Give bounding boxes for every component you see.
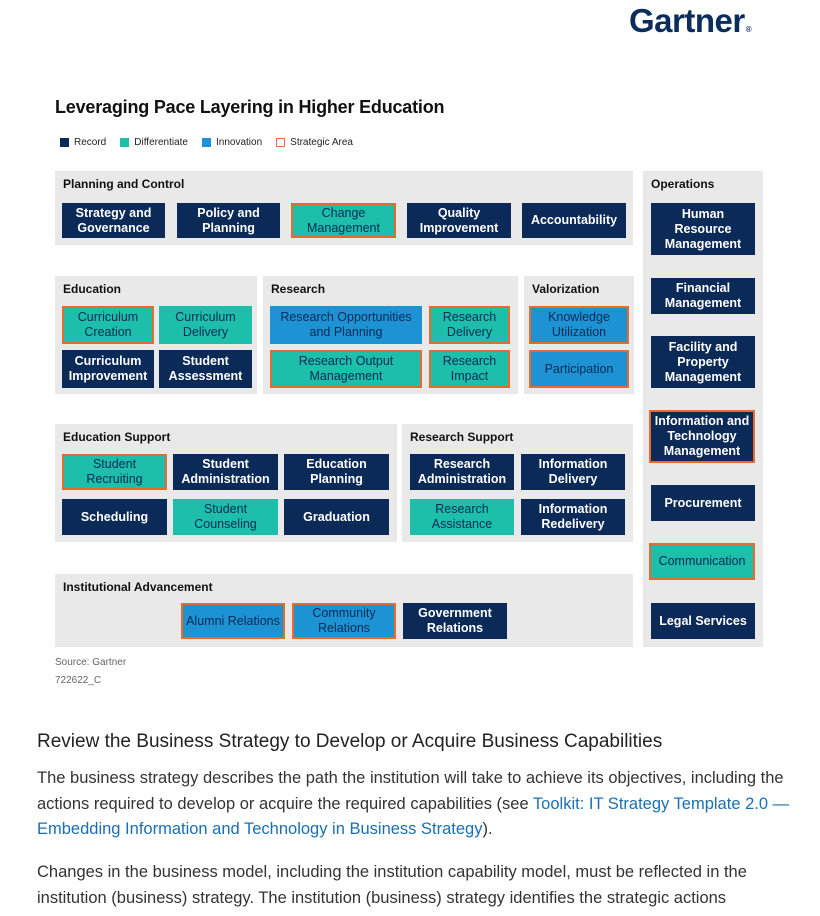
research-delivery-box: Research Delivery (429, 306, 510, 344)
curriculum-creation-box: Curriculum Creation (62, 306, 154, 344)
operations-panel (643, 171, 763, 647)
research-administration-box: Research Administration (410, 454, 514, 490)
graduation-box: Graduation (284, 499, 389, 535)
accountability-box: Accountability (522, 203, 626, 238)
financial-management-box: Financial Management (651, 278, 755, 314)
panel-title: Planning and Control (63, 177, 185, 191)
knowledge-utilization-box: Knowledge Utilization (529, 306, 629, 344)
figure-title: Leveraging Pace Layering in Higher Education (55, 97, 445, 117)
legend-item-record: Record (60, 137, 106, 148)
legal-services-box: Legal Services (651, 603, 755, 639)
planning-control-panel (55, 171, 633, 245)
section-heading: Review the Business Strategy to Develop or Acquire Business Capabilities (37, 731, 663, 752)
government-relations-box: Government Relations (403, 603, 507, 639)
legend-item-innovation: Innovation (202, 137, 262, 148)
research-support-panel (402, 424, 633, 542)
valorization-panel (524, 276, 634, 394)
procurement-box: Procurement (651, 485, 755, 521)
strategic-area-swatch (276, 138, 285, 147)
institutional-advancement-panel (55, 574, 633, 647)
panel-title: Institutional Advancement (63, 580, 213, 594)
innovation-swatch (202, 138, 211, 147)
alumni-relations-box: Alumni Relations (181, 603, 285, 639)
legend (60, 137, 367, 148)
panel-title: Research (271, 282, 326, 296)
panel-title: Valorization (532, 282, 600, 296)
student-counseling-box: Student Counseling (173, 499, 278, 535)
policy-planning-box: Policy and Planning (177, 203, 280, 238)
curriculum-delivery-box: Curriculum Delivery (159, 306, 252, 344)
panel-title: Education (63, 282, 122, 296)
communication-box: Communication (649, 543, 755, 580)
research-assistance-box: Research Assistance (410, 499, 514, 535)
panel-title: Research Support (410, 430, 514, 444)
figure-id: 722622_C (55, 675, 102, 686)
student-administration-box: Student Administration (173, 454, 278, 490)
student-recruiting-box: Student Recruiting (62, 454, 167, 490)
legend-item-strategic-area: Strategic Area (276, 137, 353, 148)
human-resource-management-box: Human Resource Management (651, 203, 755, 255)
research-output-management-box: Research Output Management (270, 350, 422, 388)
differentiate-swatch (120, 138, 129, 147)
information-technology-management-box: Information and Technology Management (649, 410, 755, 463)
toolkit-link[interactable]: Toolkit: IT Strategy Template 2.0 — Embedding Information and Technology in Business Strategy (37, 794, 790, 838)
panel-title: Operations (651, 177, 715, 191)
participation-box: Participation (529, 350, 629, 388)
research-panel (263, 276, 518, 394)
research-opportunities-planning-box: Research Opportunities and Planning (270, 306, 422, 344)
research-impact-box: Research Impact (429, 350, 510, 388)
community-relations-box: Community Relations (292, 603, 396, 639)
change-management-box: Change Management (291, 203, 396, 238)
information-delivery-box: Information Delivery (521, 454, 625, 490)
panel-title: Education Support (63, 430, 171, 444)
curriculum-improvement-box: Curriculum Improvement (62, 350, 154, 388)
scheduling-box: Scheduling (62, 499, 167, 535)
information-redelivery-box: Information Redelivery (521, 499, 625, 535)
record-swatch (60, 138, 69, 147)
strategy-governance-box: Strategy and Governance (62, 203, 165, 238)
quality-improvement-box: Quality Improvement (407, 203, 511, 238)
education-support-panel (55, 424, 397, 542)
figure-source: Source: Gartner (55, 657, 127, 668)
paragraph-1: The business strategy describes the path the institution will take to achieve its objectives, including the actions required to develop or acquire the required capabilities (see Toolkit: IT Strategy Template 2.0 — Embedding Information and Technology in Business Strategy). (37, 769, 790, 838)
paragraph-2: Changes in the business model, including the institution capability model, must be reflected in the institution (business) strategy. The institution (business) strategy identifies the strategic actions (37, 863, 747, 907)
facility-property-management-box: Facility and Property Management (651, 336, 755, 388)
education-planning-box: Education Planning (284, 454, 389, 490)
legend-item-differentiate: Differentiate (120, 137, 188, 148)
education-panel (55, 276, 257, 394)
gartner-logo: Gartner® (629, 2, 752, 39)
student-assessment-box: Student Assessment (159, 350, 252, 388)
